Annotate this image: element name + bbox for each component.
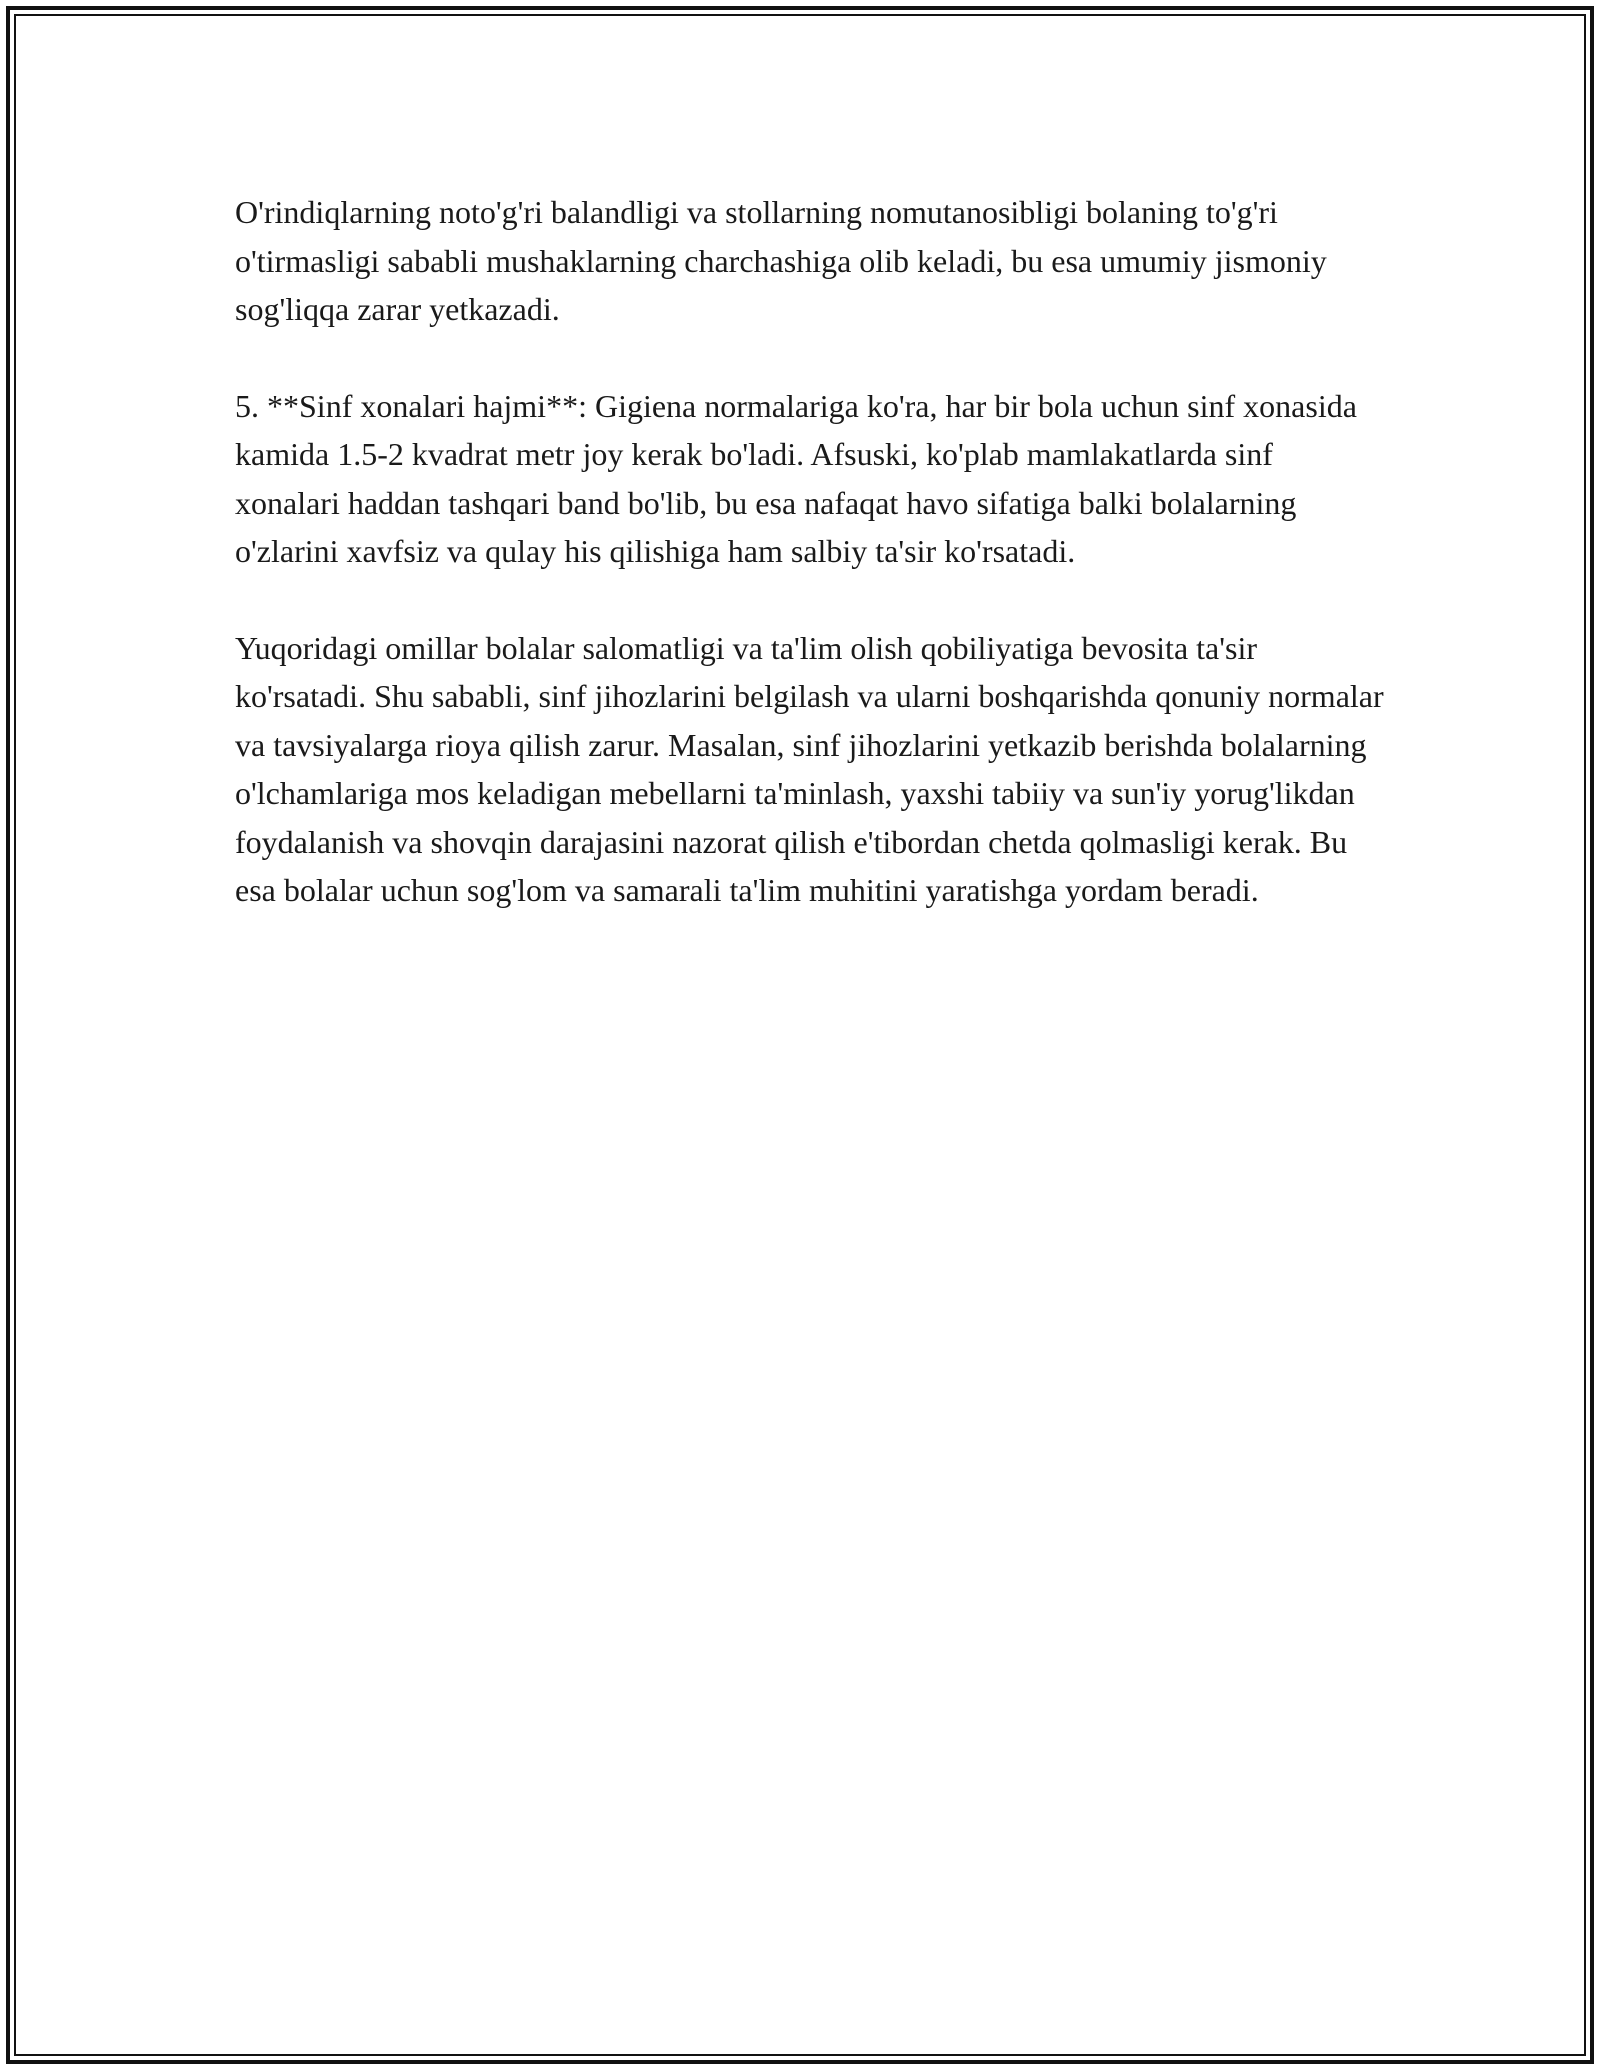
document-body [235, 188, 1385, 915]
paragraph-conclusion: Yuqoridagi omillar bolalar salomatligi va ta'lim olish qobiliyatiga bevosita ta'sir ko'rsatadi. Shu sababli, sinf jihozlarini belgilash va ularni boshqarishda qonuniy normalar va tavsiyalarga rioya qilish zarur. Masalan, sinf jihozlarini yetkazib berishda bolalarning o'lchamlariga mos keladigan mebellarni ta'minlash, yaxshi tabiiy va sun'iy yorug'likdan foydalanish va shovqin darajasini nazorat qilish e'tibordan chetda qolmasligi kerak. Bu esa bolalar uchun sog'lom va samarali ta'lim muhitini yaratishga yordam beradi. [235, 629, 1384, 908]
paragraph-furniture-fatigue: O'rindiqlarning noto'g'ri balandligi va stollarning nomutanosibligi bolaning to'g'ri o'tirmasligi sababli mushaklarning charchashiga olib keladi, bu esa umumiy jismoniy sog'liqqa zarar yetkazadi. [235, 194, 1327, 327]
paragraph-classroom-size: 5. **Sinf xonalari hajmi**: Gigiena normalariga ko'ra, har bir bola uchun sinf xonasida kamida 1.5-2 kvadrat metr joy kerak bo'ladi. Afsuski, ko'plab mamlakatlarda sinf xonalari haddan tashqari band bo'lib, bu esa nafaqat havo sifatiga balki bolalarning o'zlarini xavfsiz va qulay his qilishiga ham salbiy ta'sir ko'rsatadi. [235, 387, 1357, 569]
